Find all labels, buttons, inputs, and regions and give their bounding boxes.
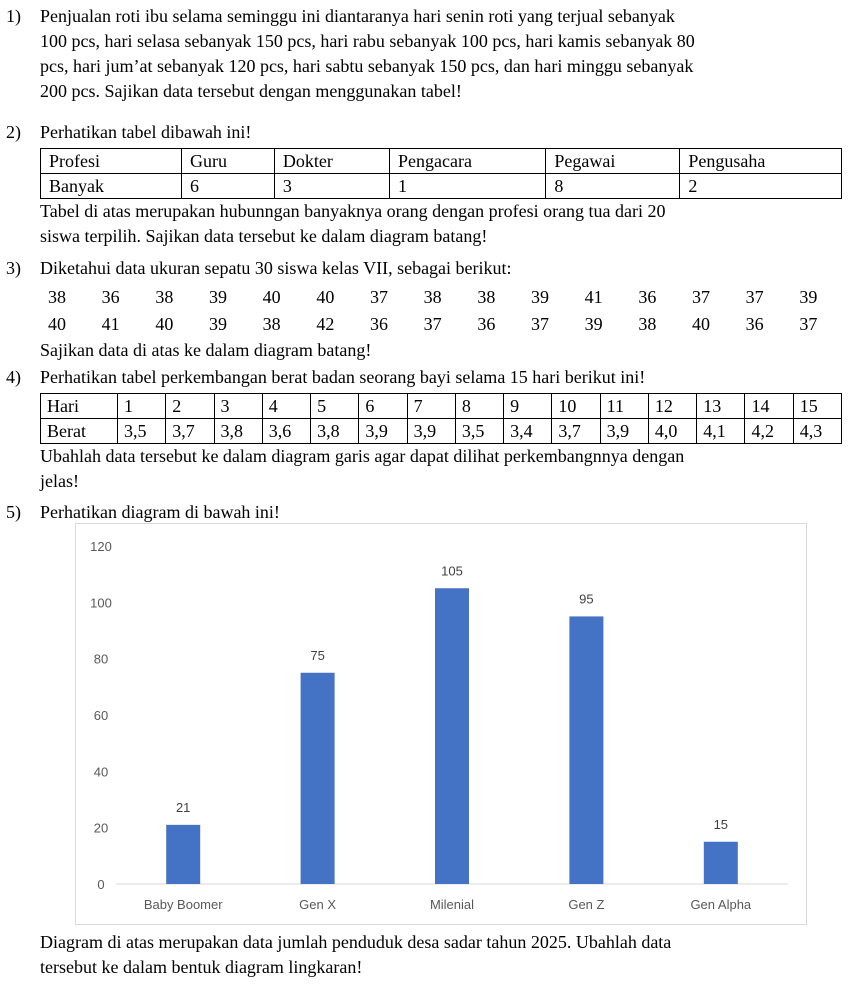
shoe-size-value: 41	[584, 287, 603, 307]
table-cell: 11	[600, 394, 648, 419]
text-line: Perhatikan tabel perkembangan berat badan seorang bayi selama 15 hari berikut ini!	[40, 367, 646, 387]
table-cell: 14	[745, 394, 793, 419]
shoe-size-value: 39	[531, 287, 549, 307]
shoe-size-value: 39	[209, 287, 227, 307]
x-tick-label: Gen Z	[568, 897, 605, 912]
shoe-size-value: 37	[745, 287, 764, 307]
population-bar-chart	[75, 523, 807, 925]
table-cell: 2	[680, 174, 842, 199]
shoe-size-value: 40	[316, 287, 335, 307]
table-cell: 4,1	[697, 419, 745, 444]
table-cell: 1	[118, 394, 166, 419]
table-cell: 3,8	[214, 419, 262, 444]
question-number: 1)	[6, 6, 21, 26]
table-cell: 3,8	[311, 419, 359, 444]
table-cell: Pengacara	[389, 149, 545, 174]
table-cell: 10	[552, 394, 600, 419]
question-1	[6, 4, 845, 104]
question-text	[40, 500, 845, 525]
table-cell: 3,4	[504, 419, 552, 444]
shoe-size-row-2	[40, 311, 845, 338]
table-cell: Berat	[41, 419, 118, 444]
shoe-size-value: 36	[745, 314, 764, 334]
table-cell: Pegawai	[546, 149, 680, 174]
x-tick-label: Baby Boomer	[143, 897, 223, 912]
text-line: Diagram di atas merupakan data jumlah penduduk desa sadar tahun 2025. Ubahlah data	[40, 932, 672, 952]
y-tick-label: 20	[93, 820, 109, 836]
shoe-size-value: 40	[262, 287, 281, 307]
table-cell: 12	[648, 394, 696, 419]
data-label: 105	[441, 563, 463, 579]
question-text	[40, 4, 845, 104]
x-tick-label: Gen X	[299, 897, 337, 912]
table-cell: 3,6	[262, 419, 310, 444]
shoe-size-value: 39	[209, 314, 227, 334]
text-line: Perhatikan tabel dibawah ini!	[40, 122, 252, 142]
y-tick-label: 60	[93, 708, 109, 723]
table-cell: 3,7	[552, 419, 600, 444]
x-tick-label: Gen Alpha	[690, 897, 752, 912]
table-cell: 3,5	[455, 419, 503, 444]
shoe-size-value: 38	[477, 287, 496, 307]
y-tick-label: 0	[97, 877, 105, 892]
table-cell: 4,3	[793, 419, 841, 444]
table-cell: 3,9	[600, 419, 648, 444]
text-line: Penjualan roti ibu selama seminggu ini diantaranya hari senin roti yang terjual sebanyak	[40, 6, 675, 26]
table-cell: 6	[359, 394, 407, 419]
table-cell: 8	[455, 394, 503, 419]
x-tick-label: Milenial	[429, 897, 475, 912]
table-cell: 9	[504, 394, 552, 419]
question-2	[6, 120, 845, 249]
shoe-size-value: 36	[638, 287, 657, 307]
bar	[435, 588, 469, 884]
table-row	[41, 394, 842, 419]
shoe-size-value: 39	[799, 287, 818, 307]
shoe-size-row-1	[40, 284, 845, 311]
table-cell: 3	[214, 394, 262, 419]
shoe-size-value: 37	[370, 287, 388, 307]
profession-table	[40, 148, 842, 199]
question-4	[6, 365, 845, 494]
data-label: 95	[579, 591, 594, 607]
question-text	[40, 120, 845, 249]
text-line: 100 pcs, hari selasa sebanyak 150 pcs, hari rabu sebanyak 100 pcs, hari kamis sebanyak 80	[40, 31, 695, 51]
text-line: Sajikan data di atas ke dalam diagram batang!	[40, 340, 372, 360]
table-cell: 1	[389, 174, 545, 199]
table-cell: 3,9	[407, 419, 455, 444]
shoe-size-value: 37	[531, 314, 549, 334]
table-cell: 15	[793, 394, 841, 419]
text-line: Ubahlah data tersebut ke dalam diagram garis agar dapat dilihat perkembangnnya dengan	[40, 446, 685, 466]
text-line: 200 pcs. Sajikan data tersebut dengan menggunakan tabel!	[40, 81, 462, 101]
text-line: tersebut ke dalam bentuk diagram lingkaran!	[40, 957, 363, 977]
question-number: 4)	[6, 367, 21, 387]
shoe-size-value: 37	[692, 287, 710, 307]
bar	[569, 616, 603, 884]
table-cell: 8	[546, 174, 680, 199]
shoe-size-value: 38	[423, 287, 442, 307]
shoe-size-value: 39	[584, 314, 603, 334]
table-cell: Profesi	[41, 149, 182, 174]
table-cell: Pengusaha	[680, 149, 842, 174]
shoe-size-value: 38	[48, 287, 66, 307]
table-cell: Hari	[41, 394, 118, 419]
text-line: Diketahui data ukuran sepatu 30 siswa kelas VII, sebagai berikut:	[40, 258, 512, 278]
table-row	[41, 174, 842, 199]
data-label: 21	[175, 799, 191, 815]
shoe-size-value: 38	[155, 287, 174, 307]
text-line: siswa terpilih. Sajikan data tersebut ke dalam diagram batang!	[40, 226, 488, 246]
shoe-size-value: 36	[477, 314, 496, 334]
table-cell: 6	[182, 174, 275, 199]
shoe-size-value: 37	[423, 314, 442, 334]
shoe-size-value: 40	[155, 314, 174, 334]
table-cell: 3	[274, 174, 389, 199]
baby-weight-table	[40, 393, 842, 444]
shoe-size-value: 38	[262, 314, 281, 334]
table-cell: 4	[262, 394, 310, 419]
question-text	[40, 930, 845, 980]
question-number: 3)	[6, 258, 21, 278]
data-label: 75	[310, 647, 325, 663]
shoe-size-value: 40	[692, 314, 710, 334]
shoe-size-value: 37	[799, 314, 818, 334]
shoe-size-value: 38	[638, 314, 657, 334]
table-row	[41, 149, 842, 174]
table-cell: 3,9	[359, 419, 407, 444]
shoe-size-value: 41	[101, 314, 120, 334]
text-line: pcs, hari jum’at sebanyak 120 pcs, hari sabtu sebanyak 150 pcs, dan hari minggu sebanyak	[40, 56, 694, 76]
table-cell: 13	[697, 394, 745, 419]
y-tick-label: 80	[93, 651, 109, 667]
table-cell: Dokter	[274, 149, 389, 174]
question-5-followup	[6, 930, 845, 980]
bar	[704, 842, 738, 884]
table-cell: 4,2	[745, 419, 793, 444]
data-label: 15	[713, 816, 729, 832]
shoe-size-value: 42	[316, 314, 335, 334]
table-cell: 7	[407, 394, 455, 419]
table-cell: 3,5	[118, 419, 166, 444]
question-3	[6, 256, 845, 363]
y-tick-label: 100	[90, 595, 112, 611]
question-5	[6, 500, 845, 525]
y-tick-label: 40	[93, 764, 109, 780]
y-tick-label: 120	[90, 539, 112, 554]
shoe-size-value: 36	[101, 287, 120, 307]
bar	[301, 673, 335, 884]
text-line: Tabel di atas merupakan hubunngan banyaknya orang dengan profesi orang tua dari 20	[40, 201, 666, 221]
table-cell: 4,0	[648, 419, 696, 444]
shoe-size-value: 36	[370, 314, 388, 334]
question-text	[40, 256, 845, 363]
text-line: jelas!	[40, 471, 79, 491]
table-cell: 5	[311, 394, 359, 419]
bar	[166, 825, 200, 884]
question-number: 5)	[6, 502, 21, 522]
table-cell: Banyak	[41, 174, 182, 199]
question-number: 2)	[6, 122, 21, 142]
question-text	[40, 365, 845, 494]
shoe-size-value: 40	[48, 314, 66, 334]
chart-svg	[76, 524, 806, 924]
text-line: Perhatikan diagram di bawah ini!	[40, 502, 280, 522]
table-cell: Guru	[182, 149, 275, 174]
table-row	[41, 419, 842, 444]
table-cell: 3,7	[166, 419, 214, 444]
table-cell: 2	[166, 394, 214, 419]
